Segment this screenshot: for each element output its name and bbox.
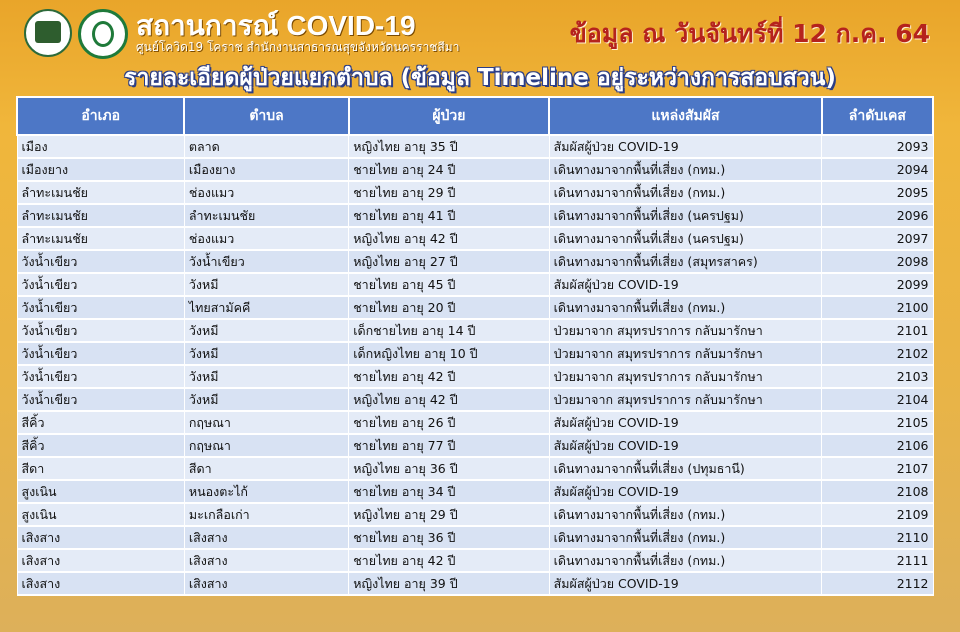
cell-district: ลำทะเมนชัย xyxy=(17,181,184,204)
cell-case-number: 2099 xyxy=(822,273,933,296)
cell-subdistrict: มะเกลือเก่า xyxy=(184,503,348,526)
cell-case-number: 2111 xyxy=(822,549,933,572)
cell-exposure-source: สัมผัสผู้ป่วย COVID-19 xyxy=(549,411,822,434)
cell-district: ลำทะเมนชัย xyxy=(17,204,184,227)
cell-subdistrict: เมืองยาง xyxy=(184,158,348,181)
column-header-district: อำเภอ xyxy=(17,97,184,135)
cell-exposure-source: ป่วยมาจาก สมุทรปราการ กลับมารักษา xyxy=(549,342,822,365)
cell-patient: ชายไทย อายุ 77 ปี xyxy=(349,434,549,457)
cell-patient: หญิงไทย อายุ 27 ปี xyxy=(349,250,549,273)
cell-subdistrict: ลำทะเมนชัย xyxy=(184,204,348,227)
cell-exposure-source: ป่วยมาจาก สมุทรปราการ กลับมารักษา xyxy=(549,365,822,388)
cell-district: เสิงสาง xyxy=(17,549,184,572)
cell-exposure-source: สัมผัสผู้ป่วย COVID-19 xyxy=(549,572,822,595)
cell-case-number: 2093 xyxy=(822,135,933,158)
table-row xyxy=(17,204,933,227)
cell-patient: ชายไทย อายุ 42 ปี xyxy=(349,549,549,572)
cell-exposure-source: สัมผัสผู้ป่วย COVID-19 xyxy=(549,434,822,457)
cell-case-number: 2103 xyxy=(822,365,933,388)
table-row xyxy=(17,227,933,250)
cell-exposure-source: ป่วยมาจาก สมุทรปราการ กลับมารักษา xyxy=(549,319,822,342)
cell-patient: เด็กหญิงไทย อายุ 10 ปี xyxy=(349,342,549,365)
cell-patient: ชายไทย อายุ 42 ปี xyxy=(349,365,549,388)
table-row xyxy=(17,480,933,503)
table-row xyxy=(17,526,933,549)
table-body xyxy=(17,135,933,595)
column-header-exposure-source: แหล่งสัมผัส xyxy=(549,97,822,135)
cell-district: สีคิ้ว xyxy=(17,411,184,434)
cell-exposure-source: เดินทางมาจากพื้นที่เสี่ยง (กทม.) xyxy=(549,158,822,181)
cell-district: วังน้ำเขียว xyxy=(17,296,184,319)
cell-exposure-source: เดินทางมาจากพื้นที่เสี่ยง (กทม.) xyxy=(549,181,822,204)
cell-exposure-source: เดินทางมาจากพื้นที่เสี่ยง (สมุทรสาคร) xyxy=(549,250,822,273)
table-row xyxy=(17,250,933,273)
cell-district: เสิงสาง xyxy=(17,526,184,549)
cell-district: วังน้ำเขียว xyxy=(17,342,184,365)
table-row xyxy=(17,457,933,480)
cell-subdistrict: วังหมี xyxy=(184,365,348,388)
cell-subdistrict: ตลาด xyxy=(184,135,348,158)
table-row xyxy=(17,365,933,388)
table-row xyxy=(17,434,933,457)
cell-subdistrict: กฤษณา xyxy=(184,411,348,434)
cell-case-number: 2098 xyxy=(822,250,933,273)
cell-patient: เด็กชายไทย อายุ 14 ปี xyxy=(349,319,549,342)
cell-district: สูงเนิน xyxy=(17,503,184,526)
cell-district: สูงเนิน xyxy=(17,480,184,503)
header xyxy=(0,0,960,62)
cell-case-number: 2096 xyxy=(822,204,933,227)
cell-exposure-source: สัมผัสผู้ป่วย COVID-19 xyxy=(549,480,822,503)
cell-patient: ชายไทย อายุ 36 ปี xyxy=(349,526,549,549)
table-row xyxy=(17,388,933,411)
cell-case-number: 2107 xyxy=(822,457,933,480)
ministry-of-public-health-logo xyxy=(78,9,128,59)
report-date: ข้อมูล ณ วันจันทร์ที่ 12 ก.ค. 64 xyxy=(569,19,930,48)
table-header-row xyxy=(17,97,933,135)
table-row xyxy=(17,181,933,204)
cell-exposure-source: เดินทางมาจากพื้นที่เสี่ยง (กทม.) xyxy=(549,503,822,526)
column-header-patient: ผู้ป่วย xyxy=(349,97,549,135)
cell-exposure-source: เดินทางมาจากพื้นที่เสี่ยง (นครปฐม) xyxy=(549,204,822,227)
cell-patient: ชายไทย อายุ 26 ปี xyxy=(349,411,549,434)
provincial-seal-logo xyxy=(24,9,72,57)
cell-exposure-source: เดินทางมาจากพื้นที่เสี่ยง (กทม.) xyxy=(549,296,822,319)
cell-case-number: 2100 xyxy=(822,296,933,319)
cell-district: เมืองยาง xyxy=(17,158,184,181)
table-row xyxy=(17,319,933,342)
cell-exposure-source: ป่วยมาจาก สมุทรปราการ กลับมารักษา xyxy=(549,388,822,411)
cell-subdistrict: ช่องแมว xyxy=(184,227,348,250)
cell-district: สีดา xyxy=(17,457,184,480)
cell-subdistrict: วังหมี xyxy=(184,273,348,296)
cell-district: วังน้ำเขียว xyxy=(17,365,184,388)
cell-patient: หญิงไทย อายุ 39 ปี xyxy=(349,572,549,595)
cell-subdistrict: วังหมี xyxy=(184,319,348,342)
table-row xyxy=(17,273,933,296)
cell-district: วังน้ำเขียว xyxy=(17,273,184,296)
table-heading: รายละเอียดผู้ป่วยแยกตำบล (ข้อมูล Timeline อยู่ระหว่างการสอบสวน) xyxy=(124,65,836,91)
column-header-case-number: ลำดับเคส xyxy=(822,97,933,135)
cell-patient: ชายไทย อายุ 29 ปี xyxy=(349,181,549,204)
cell-exposure-source: สัมผัสผู้ป่วย COVID-19 xyxy=(549,135,822,158)
cell-case-number: 2097 xyxy=(822,227,933,250)
cell-subdistrict: วังหมี xyxy=(184,342,348,365)
cell-subdistrict: ช่องแมว xyxy=(184,181,348,204)
cell-patient: ชายไทย อายุ 41 ปี xyxy=(349,204,549,227)
cell-case-number: 2109 xyxy=(822,503,933,526)
cell-patient: หญิงไทย อายุ 35 ปี xyxy=(349,135,549,158)
cell-district: เสิงสาง xyxy=(17,572,184,595)
cell-case-number: 2108 xyxy=(822,480,933,503)
cell-subdistrict: วังหมี xyxy=(184,388,348,411)
cell-district: วังน้ำเขียว xyxy=(17,250,184,273)
cell-patient: หญิงไทย อายุ 29 ปี xyxy=(349,503,549,526)
cell-subdistrict: สีดา xyxy=(184,457,348,480)
cell-case-number: 2106 xyxy=(822,434,933,457)
cell-district: วังน้ำเขียว xyxy=(17,388,184,411)
table-row xyxy=(17,549,933,572)
cell-subdistrict: เสิงสาง xyxy=(184,572,348,595)
cell-subdistrict: หนองตะไก้ xyxy=(184,480,348,503)
cell-exposure-source: สัมผัสผู้ป่วย COVID-19 xyxy=(549,273,822,296)
cell-patient: หญิงไทย อายุ 42 ปี xyxy=(349,388,549,411)
cell-case-number: 2095 xyxy=(822,181,933,204)
table-row xyxy=(17,572,933,595)
cell-case-number: 2110 xyxy=(822,526,933,549)
cell-case-number: 2112 xyxy=(822,572,933,595)
cell-case-number: 2094 xyxy=(822,158,933,181)
cell-subdistrict: วังน้ำเขียว xyxy=(184,250,348,273)
table-row xyxy=(17,135,933,158)
cell-patient: หญิงไทย อายุ 42 ปี xyxy=(349,227,549,250)
page-subtitle: ศูนย์โควิด19 โคราช สำนักงานสาธารณสุขจังหวัดนครราชสีมา xyxy=(136,40,460,54)
cell-patient: หญิงไทย อายุ 36 ปี xyxy=(349,457,549,480)
cases-table xyxy=(16,96,934,596)
cell-subdistrict: เสิงสาง xyxy=(184,526,348,549)
cell-exposure-source: เดินทางมาจากพื้นที่เสี่ยง (นครปฐม) xyxy=(549,227,822,250)
cell-subdistrict: กฤษณา xyxy=(184,434,348,457)
cell-subdistrict: ไทยสามัคคี xyxy=(184,296,348,319)
cell-district: วังน้ำเขียว xyxy=(17,319,184,342)
cell-subdistrict: เสิงสาง xyxy=(184,549,348,572)
table-row xyxy=(17,503,933,526)
cell-district: เมือง xyxy=(17,135,184,158)
cell-exposure-source: เดินทางมาจากพื้นที่เสี่ยง (กทม.) xyxy=(549,549,822,572)
cell-exposure-source: เดินทางมาจากพื้นที่เสี่ยง (ปทุมธานี) xyxy=(549,457,822,480)
page-title: สถานการณ์ COVID-19 xyxy=(136,10,416,41)
cell-case-number: 2104 xyxy=(822,388,933,411)
column-header-subdistrict: ตำบล xyxy=(184,97,348,135)
cell-case-number: 2102 xyxy=(822,342,933,365)
cell-district: สีคิ้ว xyxy=(17,434,184,457)
cell-case-number: 2105 xyxy=(822,411,933,434)
cell-district: ลำทะเมนชัย xyxy=(17,227,184,250)
cell-case-number: 2101 xyxy=(822,319,933,342)
cell-patient: ชายไทย อายุ 45 ปี xyxy=(349,273,549,296)
table-row xyxy=(17,296,933,319)
table-row xyxy=(17,342,933,365)
cell-patient: ชายไทย อายุ 34 ปี xyxy=(349,480,549,503)
cell-exposure-source: เดินทางมาจากพื้นที่เสี่ยง (กทม.) xyxy=(549,526,822,549)
cell-patient: ชายไทย อายุ 24 ปี xyxy=(349,158,549,181)
table-row xyxy=(17,158,933,181)
table-row xyxy=(17,411,933,434)
cell-patient: ชายไทย อายุ 20 ปี xyxy=(349,296,549,319)
